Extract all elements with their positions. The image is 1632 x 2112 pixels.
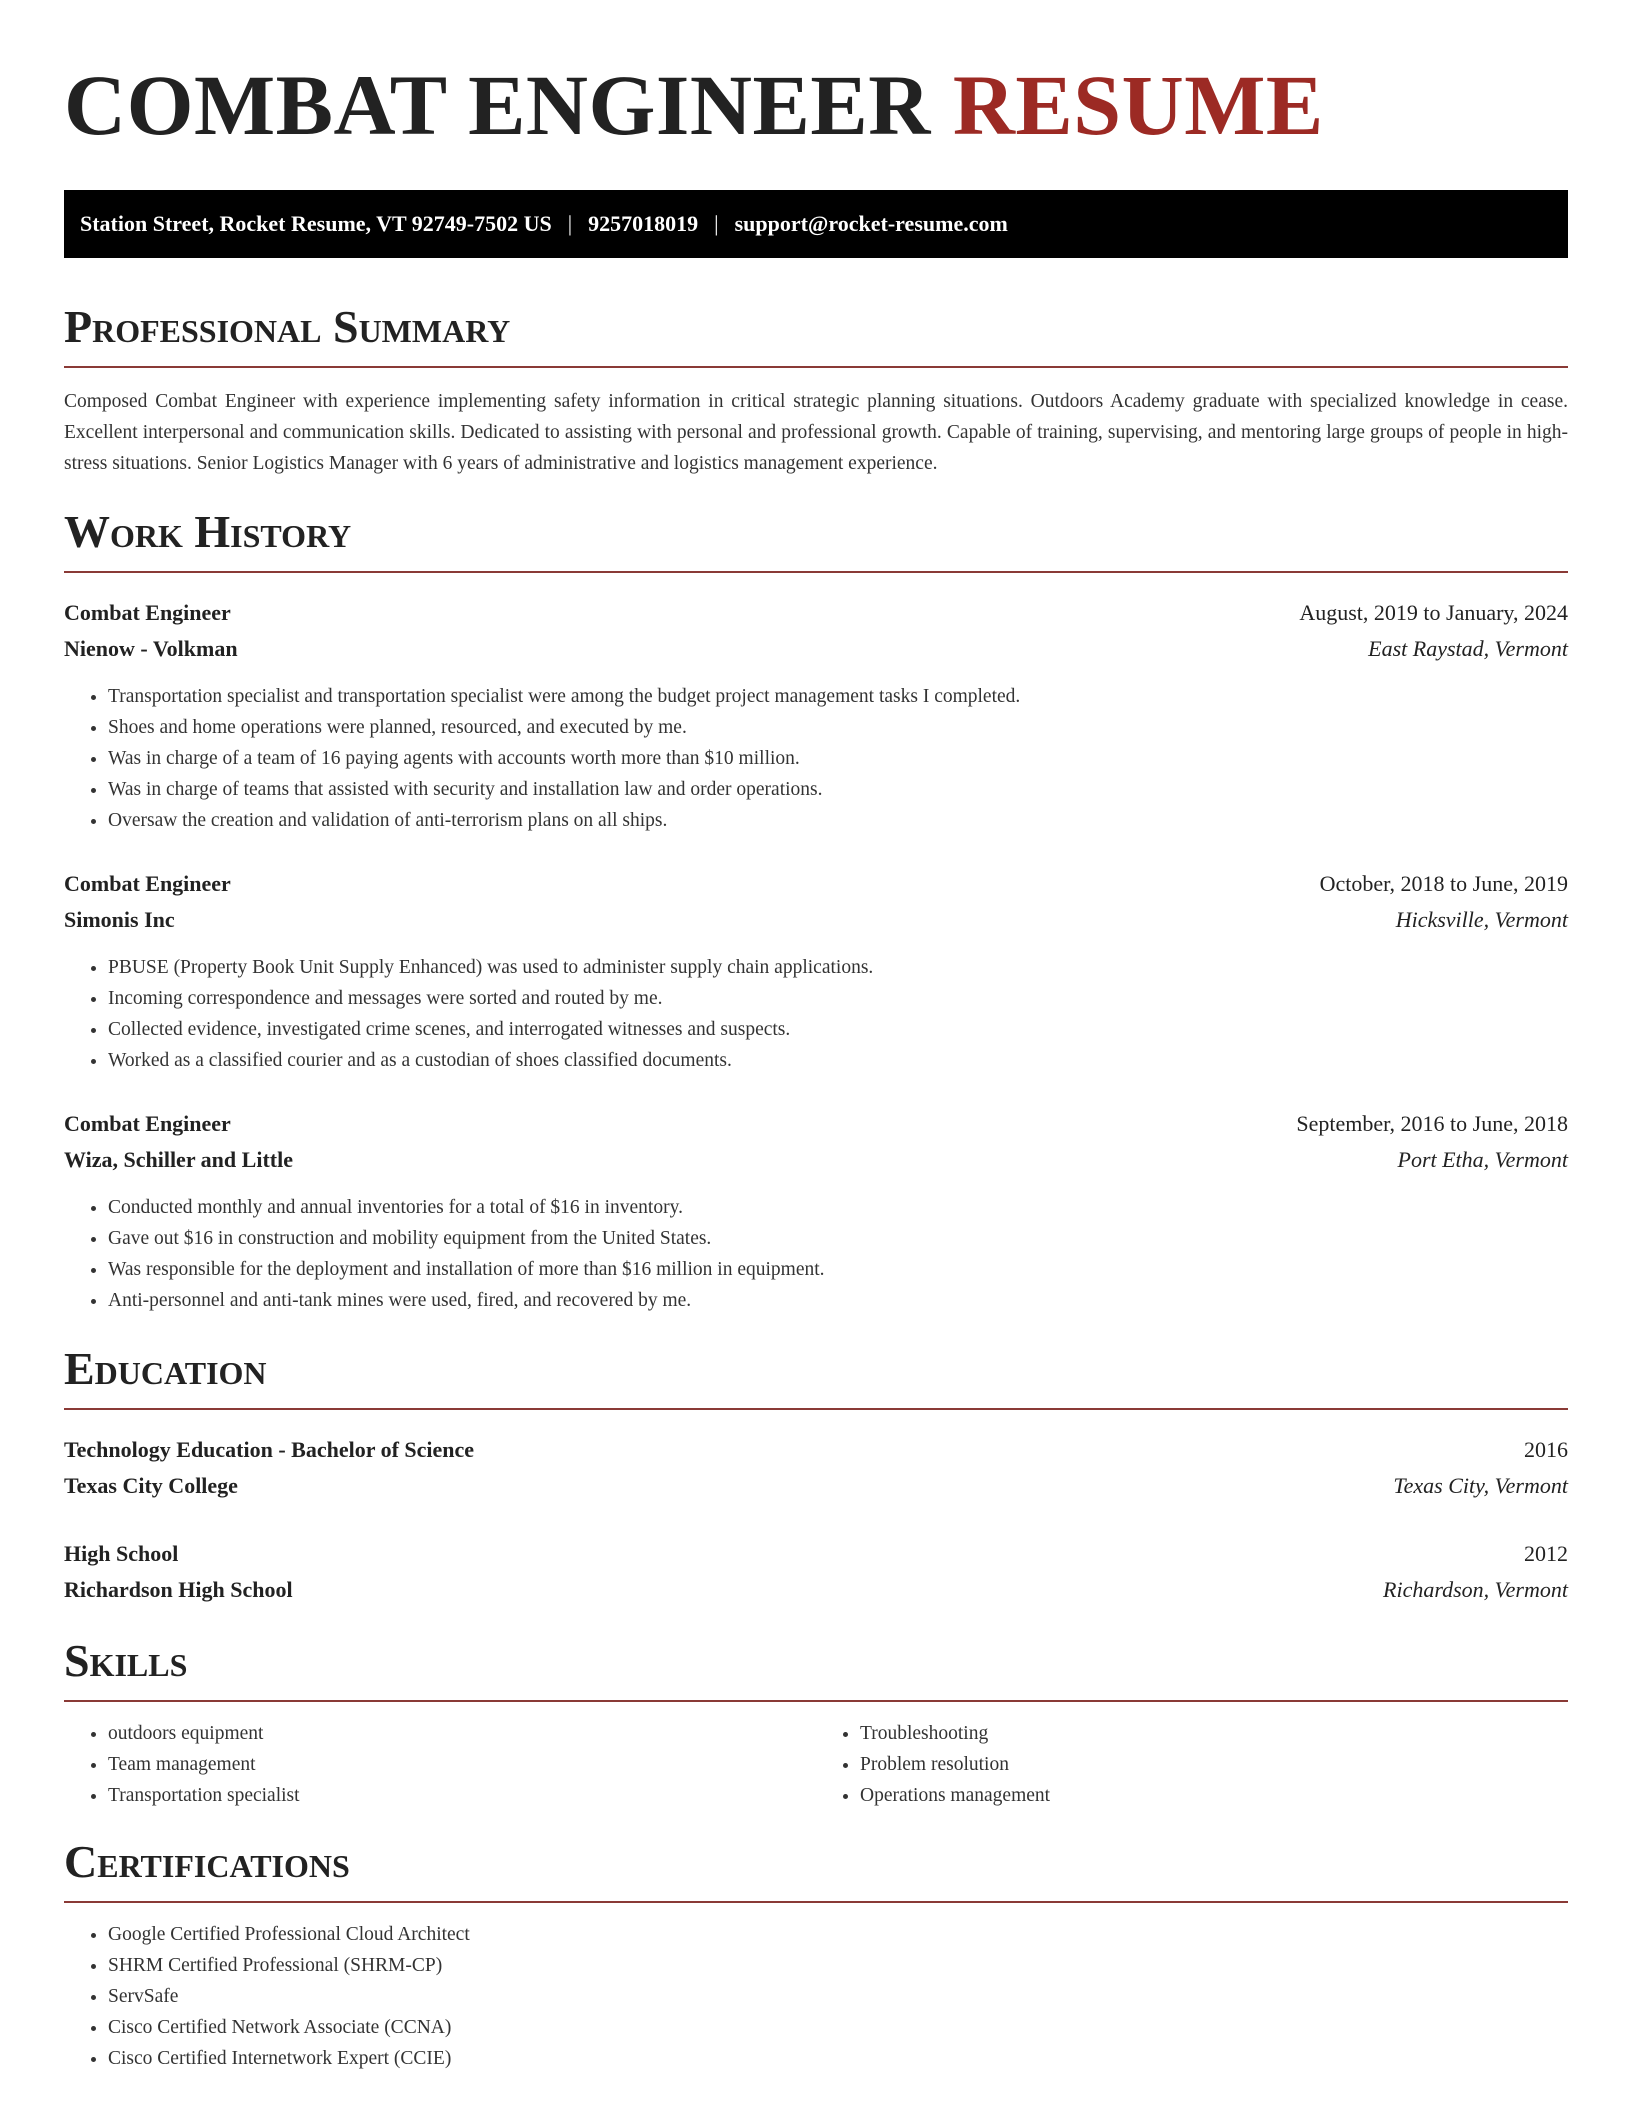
education-section xyxy=(64,1344,1568,1608)
job-company: Simonis Inc xyxy=(64,907,175,932)
skill-item: • Transportation specialist xyxy=(108,1780,816,1811)
job-header-row xyxy=(64,595,1568,631)
list-item: • PBUSE (Property Book Unit Supply Enhanced) was used to administer supply chain applications. xyxy=(108,952,1568,983)
list-item: • Oversaw the creation and validation of anti-terrorism plans on all ships. xyxy=(108,805,1568,836)
summary-section xyxy=(64,302,1568,479)
skill-item: • Operations management xyxy=(860,1780,1568,1811)
education-degree-row xyxy=(64,1536,1568,1572)
job-dates: October, 2018 to June, 2019 xyxy=(1319,871,1568,896)
skills-list-right xyxy=(816,1718,1568,1811)
skill-item: • Troubleshooting xyxy=(860,1718,1568,1749)
summary-text: Composed Combat Engineer with experience implementing safety information in critical strategic planning situations. Outdoors Academy graduate with specialized knowledge in cease. Excellent interpersonal and communication skills. Dedicated to assisting with personal and professional growth. Capable of training, supervising, and mentoring large groups of people in high-stress situations. Senior Logistics Manager with 6 years of administrative and logistics management experience. xyxy=(64,391,1568,474)
education-degree-row xyxy=(64,1432,1568,1468)
education-location: Texas City, Vermont xyxy=(1393,1473,1568,1498)
job-company-row xyxy=(64,902,1568,938)
certification-item: • Google Certified Professional Cloud Architect xyxy=(108,1919,1568,1950)
section-heading-skills: Skills xyxy=(64,1636,1568,1702)
title-accent: RESUME xyxy=(952,57,1324,153)
section-heading-education: Education xyxy=(64,1344,1568,1410)
education-degree: Technology Education - Bachelor of Science xyxy=(64,1437,475,1462)
list-item: • Shoes and home operations were planned, resourced, and executed by me. xyxy=(108,712,1568,743)
job-title: Combat Engineer xyxy=(64,1111,231,1136)
list-item: • Was responsible for the deployment and installation of more than $16 million in equipment. xyxy=(108,1254,1568,1285)
job-company: Wiza, Schiller and Little xyxy=(64,1147,293,1172)
education-school-row xyxy=(64,1468,1568,1504)
job-title: Combat Engineer xyxy=(64,871,231,896)
title-main: COMBAT ENGINEER xyxy=(64,57,931,153)
contact-separator: | xyxy=(714,211,719,236)
skill-item: • Problem resolution xyxy=(860,1749,1568,1780)
resume-title xyxy=(64,57,1568,153)
skills-section xyxy=(64,1636,1568,1811)
job-company-row xyxy=(64,631,1568,667)
certification-item: • Cisco Certified Network Associate (CCNA) xyxy=(108,2012,1568,2043)
education-degree: High School xyxy=(64,1541,179,1566)
list-item: • Anti-personnel and anti-tank mines were used, fired, and recovered by me. xyxy=(108,1285,1568,1316)
education-entry xyxy=(64,1536,1568,1608)
skill-item: • Team management xyxy=(108,1749,816,1780)
job-bullets xyxy=(64,952,1568,1076)
education-school: Richardson High School xyxy=(64,1577,293,1602)
list-item: • Incoming correspondence and messages were sorted and routed by me. xyxy=(108,983,1568,1014)
job-company-row xyxy=(64,1142,1568,1178)
contact-bar xyxy=(64,190,1568,258)
job-location: East Raystad, Vermont xyxy=(1368,636,1568,661)
job-dates: September, 2016 to June, 2018 xyxy=(1296,1111,1568,1136)
skill-item: • outdoors equipment xyxy=(108,1718,816,1749)
contact-phone[interactable]: 9257018019 xyxy=(588,211,699,236)
list-item: • Worked as a classified courier and as a custodian of shoes classified documents. xyxy=(108,1045,1568,1076)
certifications-list xyxy=(64,1919,1568,2074)
job-company: Nienow - Volkman xyxy=(64,636,238,661)
education-school: Texas City College xyxy=(64,1473,238,1498)
contact-address: Station Street, Rocket Resume, VT 92749-7502 US xyxy=(80,211,552,236)
list-item: • Transportation specialist and transportation specialist were among the budget project management tasks I completed. xyxy=(108,681,1568,712)
certification-item: • SHRM Certified Professional (SHRM-CP) xyxy=(108,1950,1568,1981)
list-item: • Was in charge of a team of 16 paying agents with accounts worth more than $10 million. xyxy=(108,743,1568,774)
list-item: • Conducted monthly and annual inventories for a total of $16 in inventory. xyxy=(108,1192,1568,1223)
education-entry xyxy=(64,1432,1568,1504)
job-entry xyxy=(64,866,1568,1076)
section-heading-work: Work History xyxy=(64,507,1568,573)
certification-item: • Cisco Certified Internetwork Expert (CCIE) xyxy=(108,2043,1568,2074)
skills-columns xyxy=(64,1718,1568,1811)
certification-item: • ServSafe xyxy=(108,1981,1568,2012)
education-year: 2012 xyxy=(1524,1541,1568,1566)
job-entry xyxy=(64,1106,1568,1316)
job-bullets xyxy=(64,681,1568,836)
job-dates: August, 2019 to January, 2024 xyxy=(1299,600,1568,625)
skills-list-left xyxy=(64,1718,816,1811)
job-location: Hicksville, Vermont xyxy=(1395,907,1568,932)
education-school-row xyxy=(64,1572,1568,1608)
job-entry xyxy=(64,595,1568,836)
job-bullets xyxy=(64,1192,1568,1316)
job-header-row xyxy=(64,866,1568,902)
job-header-row xyxy=(64,1106,1568,1142)
work-history-section xyxy=(64,507,1568,1316)
job-location: Port Etha, Vermont xyxy=(1397,1147,1568,1172)
section-heading-certifications: Certifications xyxy=(64,1837,1568,1903)
list-item: • Gave out $16 in construction and mobility equipment from the United States. xyxy=(108,1223,1568,1254)
section-heading-summary: Professional Summary xyxy=(64,302,1568,368)
education-location: Richardson, Vermont xyxy=(1383,1577,1568,1602)
list-item: • Collected evidence, investigated crime scenes, and interrogated witnesses and suspects. xyxy=(108,1014,1568,1045)
certifications-section xyxy=(64,1837,1568,2074)
education-year: 2016 xyxy=(1524,1437,1568,1462)
list-item: • Was in charge of teams that assisted with security and installation law and order operations. xyxy=(108,774,1568,805)
contact-separator: | xyxy=(567,211,573,236)
contact-email[interactable]: support@rocket-resume.com xyxy=(734,211,1008,236)
job-title: Combat Engineer xyxy=(64,600,231,625)
